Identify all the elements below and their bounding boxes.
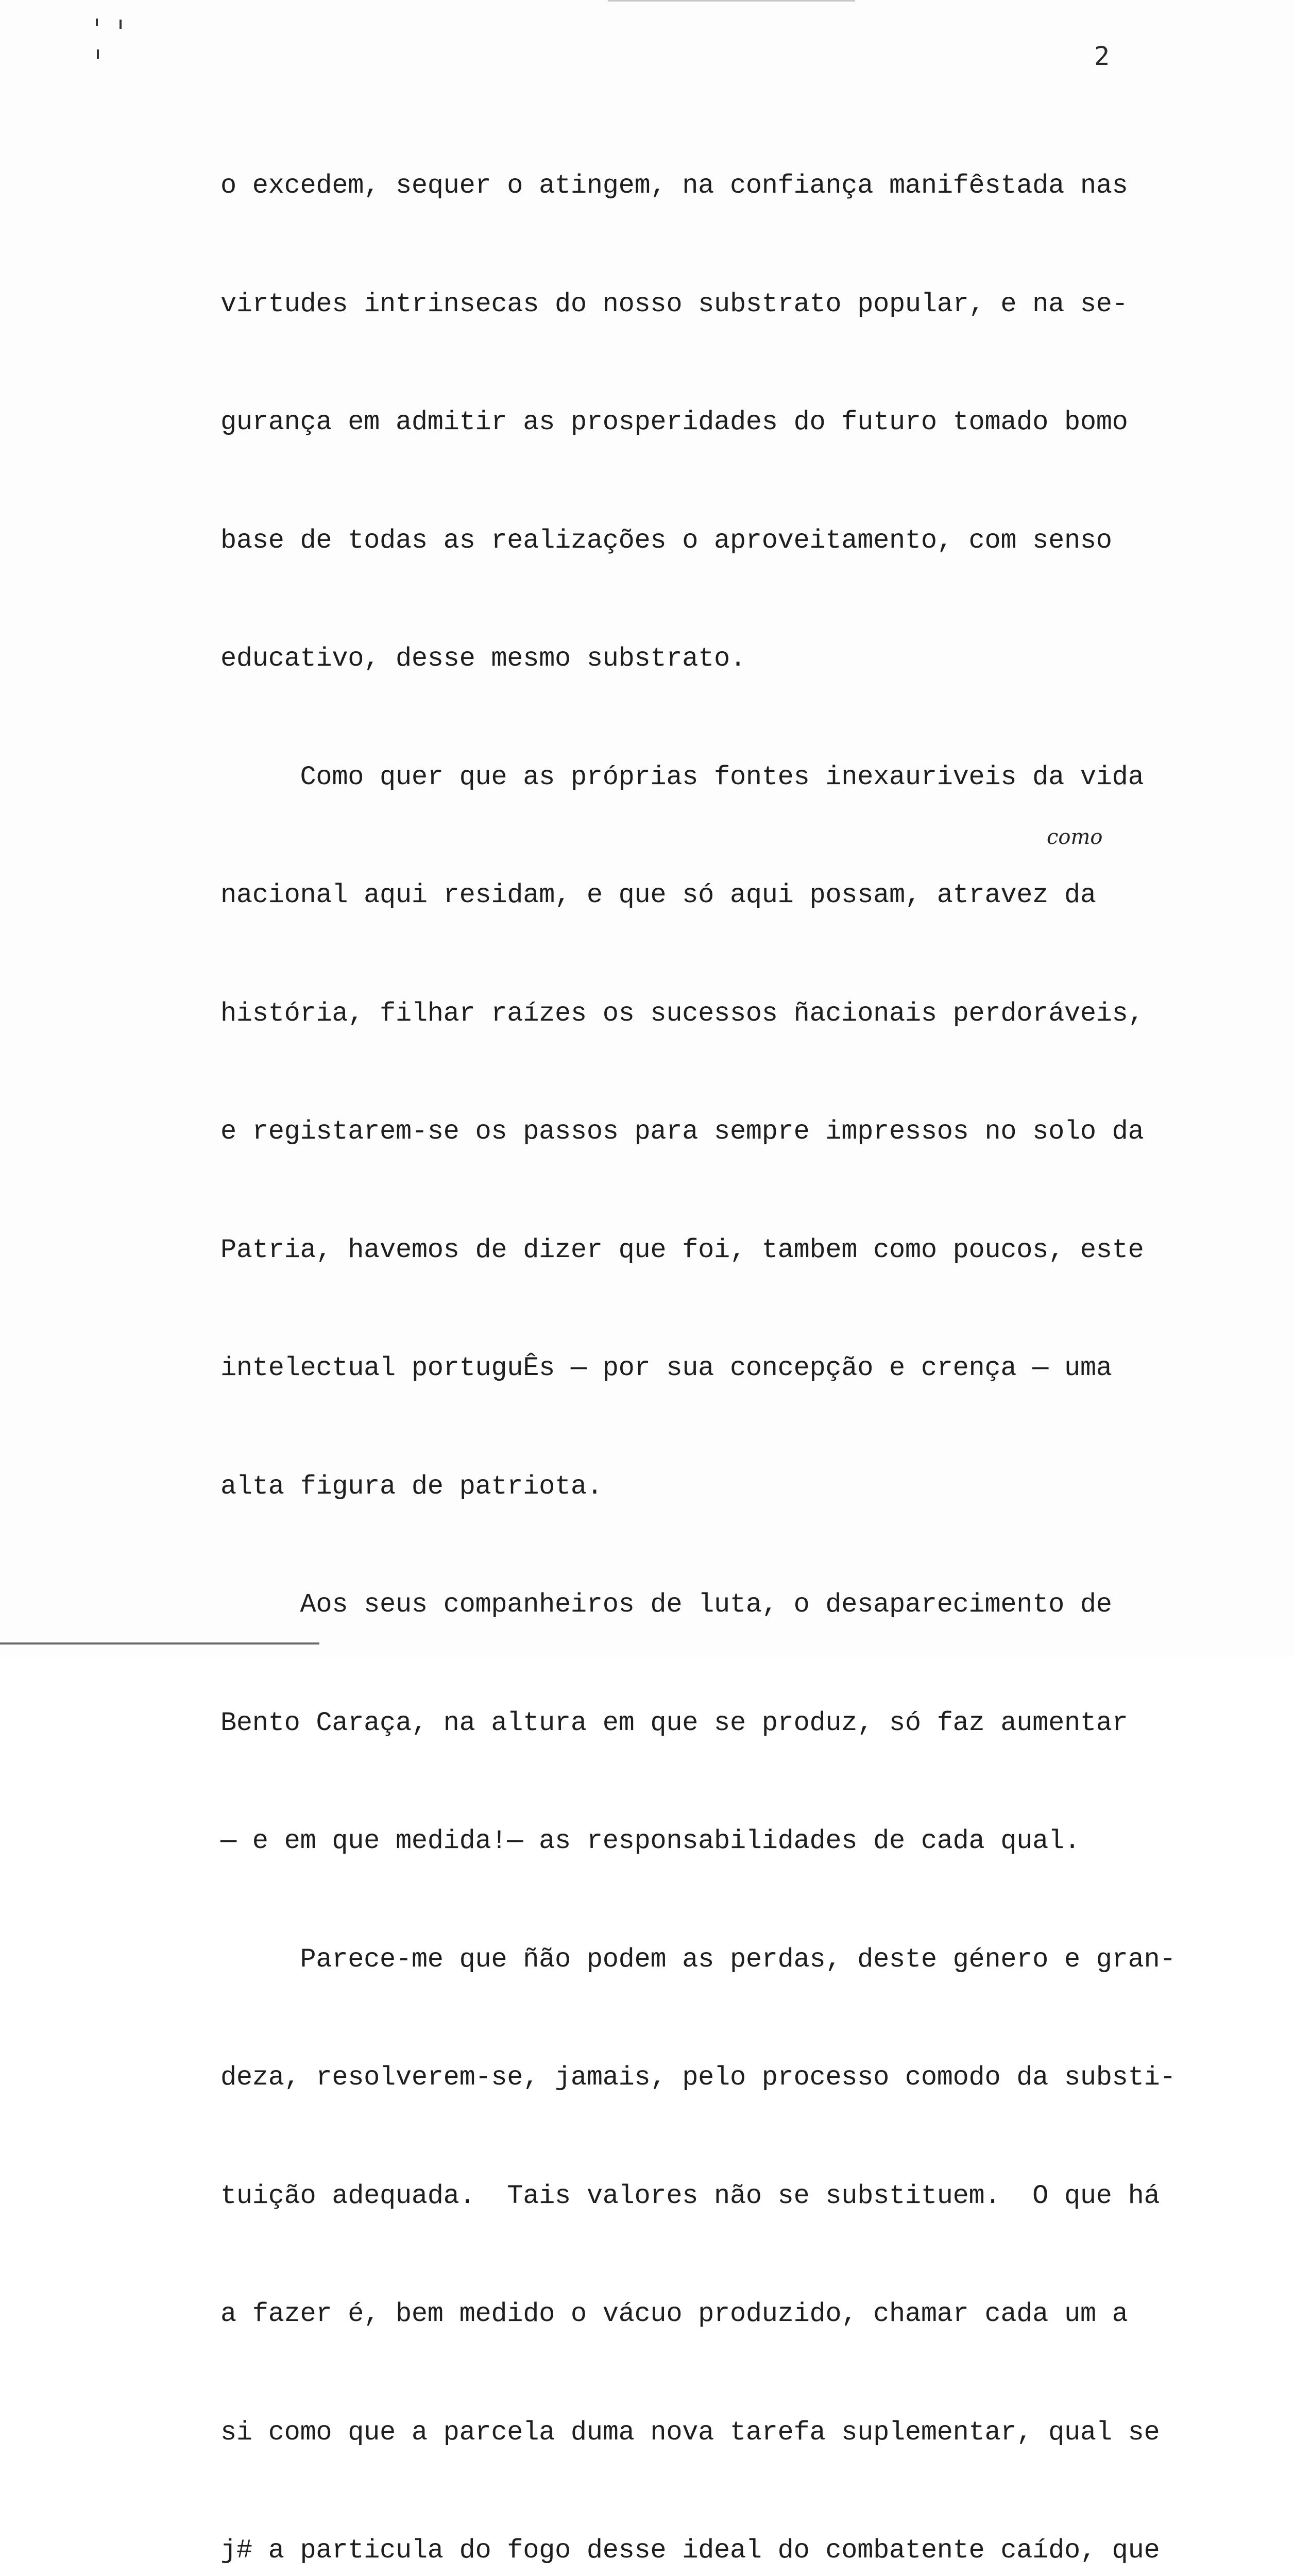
text-line: o excedem, sequer o atingem, na confiança manifêstada nas (220, 171, 1128, 201)
text-line: si como que a parcela duma nova tarefa suplementar, qual se (220, 2417, 1160, 2448)
text-line: tuição adequada. Tais valores não se substituem. O que há (220, 2180, 1160, 2211)
text-line: história, filhar raízes os sucessos ñacionais perdoráveis, (220, 998, 1144, 1029)
margin-mark (97, 49, 99, 59)
margin-mark (96, 19, 98, 26)
text-line: alta figura de patriota. (220, 1471, 603, 1502)
text-line: base de todas as realizações o aproveitamento, com senso (220, 525, 1112, 556)
text-line: e registarem-se os passos para sempre impressos no solo da (220, 1116, 1144, 1147)
text-line: j# a particula do fogo desse ideal do combatente caído, que (220, 2535, 1160, 2566)
page-number: 2 (1094, 41, 1110, 71)
text-line: Como quer que as próprias fontes inexauriveis da vida (220, 761, 1144, 792)
handwritten-correction: como (1047, 825, 1103, 849)
text-line: a fazer é, bem medido o vácuo produzido, chamar cada um a (220, 2299, 1128, 2329)
text-line: Patria, havemos de dizer que foi, tambem como poucos, este (220, 1234, 1144, 1265)
text-line: Parece-me que ñão podem as perdas, deste género e gran- (220, 1944, 1176, 1975)
text-line: deza, resolverem-se, jamais, pelo processo comodo da substi- (220, 2062, 1176, 2093)
text-line: nacional aqui residam, e que só aqui possam, atravez da (220, 880, 1096, 910)
text-line: intelectual portuguÊs — por sua concepção e crença — uma (220, 1353, 1112, 1383)
text-line: Aos seus companheiros de luta, o desaparecimento de (220, 1589, 1112, 1620)
bottom-edge-mark (0, 1642, 319, 1645)
text-line: virtudes intrinsecas do nosso substrato popular, e na se- (220, 289, 1128, 319)
text-line: — e em que medida!— as responsabilidades de cada qual. (220, 1826, 1080, 1856)
top-edge-mark (608, 0, 855, 2)
text-line: gurança em admitir as prosperidades do futuro tomado bomo (220, 407, 1128, 437)
margin-mark (120, 20, 122, 29)
typed-letter-body (220, 88, 1199, 2576)
text-line: Bento Caraça, na altura em que se produz, só faz aumentar (220, 1707, 1128, 1738)
text-line: educativo, desse mesmo substrato. (220, 643, 746, 674)
